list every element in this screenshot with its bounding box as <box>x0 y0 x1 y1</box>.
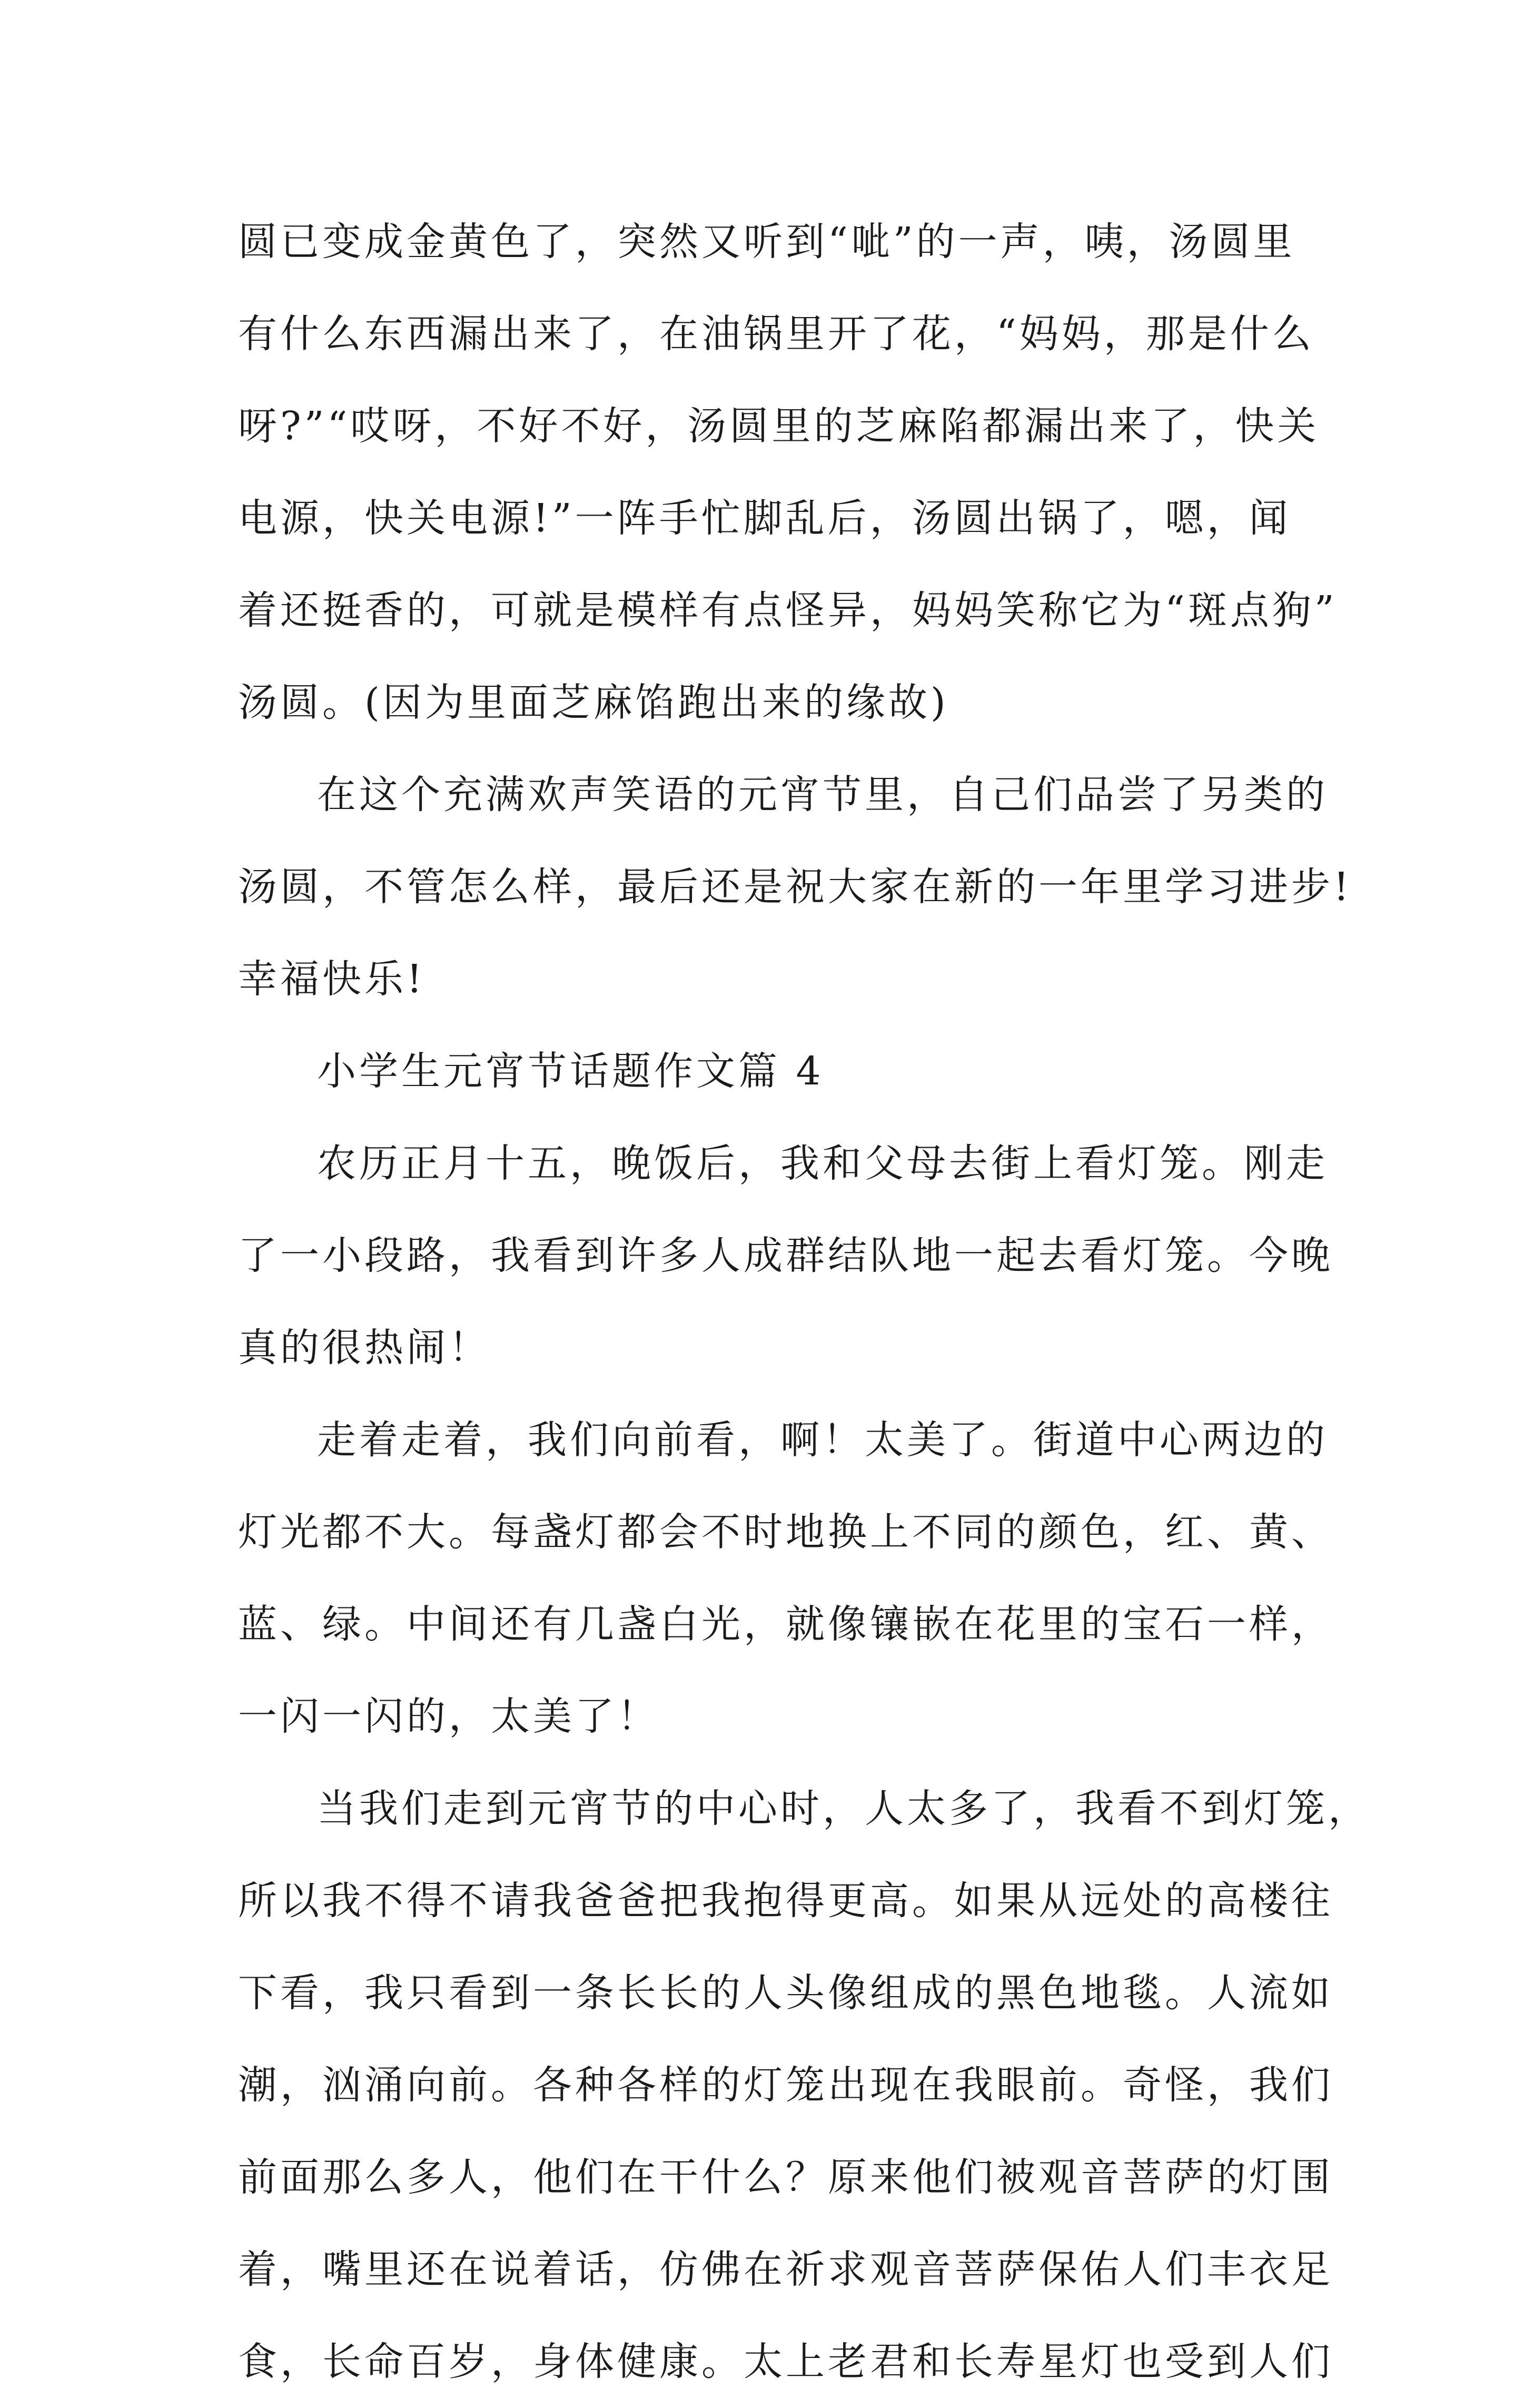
text-line: 潮，汹涌向前。各种各样的灯笼出现在我眼前。奇怪，我们 <box>238 2062 1333 2108</box>
text-line: 蓝、绿。中间还有几盏白光，就像镶嵌在花里的宝石一样， <box>238 1602 1333 1647</box>
text-line: 前面那么多人，他们在干什么？原来他们被观音菩萨的灯围 <box>238 2155 1333 2200</box>
text-line: 汤圆，不管怎么样，最后还是祝大家在新的一年里学习进步! <box>238 864 1352 910</box>
text-line: 着，嘴里还在说着话，仿佛在祈求观音菩萨保佑人们丰衣足 <box>238 2247 1333 2292</box>
text-line: 所以我不得不请我爸爸把我抱得更高。如果从远处的高楼往 <box>238 1878 1333 1923</box>
text-line: 下看，我只看到一条长长的人头像组成的黑色地毯。人流如 <box>238 1970 1333 2016</box>
essay-text <box>238 196 1370 2408</box>
text-line: 灯光都不大。每盏灯都会不时地换上不同的颜色，红、黄、 <box>238 1509 1333 1555</box>
text-line: 食，长命百岁，身体健康。太上老君和长寿星灯也受到人们 <box>238 2339 1333 2384</box>
paragraph-start-line: 农历正月十五，晚饭后，我和父母去街上看灯笼。刚走 <box>317 1141 1328 1186</box>
text-line: 汤圆。(因为里面芝麻馅跑出来的缘故) <box>238 680 949 725</box>
text-line: 有什么东西漏出来了，在油锅里开了花，“妈妈，那是什么 <box>238 311 1314 357</box>
text-line: 了一小段路，我看到许多人成群结队地一起去看灯笼。今晚 <box>238 1233 1333 1278</box>
text-line: 一闪一闪的，太美了！ <box>238 1694 659 1739</box>
text-line: 幸福快乐! <box>238 956 425 1002</box>
section-heading: 小学生元宵节话题作文篇 4 <box>317 1049 824 1094</box>
text-line: 着还挺香的，可就是模样有点怪异，妈妈笑称它为“斑点狗” <box>238 588 1338 633</box>
text-line: 电源，快关电源!”一阵手忙脚乱后，汤圆出锅了，嗯，闻 <box>238 496 1291 541</box>
text-line: 圆已变成金黄色了，突然又听到“呲”的一声，咦，汤圆里 <box>238 219 1295 264</box>
text-line: 真的很热闹！ <box>238 1325 491 1370</box>
text-line: 呀?”“哎呀，不好不好，汤圆里的芝麻陷都漏出来了，快关 <box>238 403 1320 449</box>
paragraph-start-line: 走着走着，我们向前看，啊！太美了。街道中心两边的 <box>317 1417 1328 1463</box>
paragraph-start-line: 当我们走到元宵节的中心时，人太多了，我看不到灯笼， <box>317 1786 1370 1831</box>
paragraph-start-line: 在这个充满欢声笑语的元宵节里，自己们品尝了另类的 <box>317 772 1328 817</box>
